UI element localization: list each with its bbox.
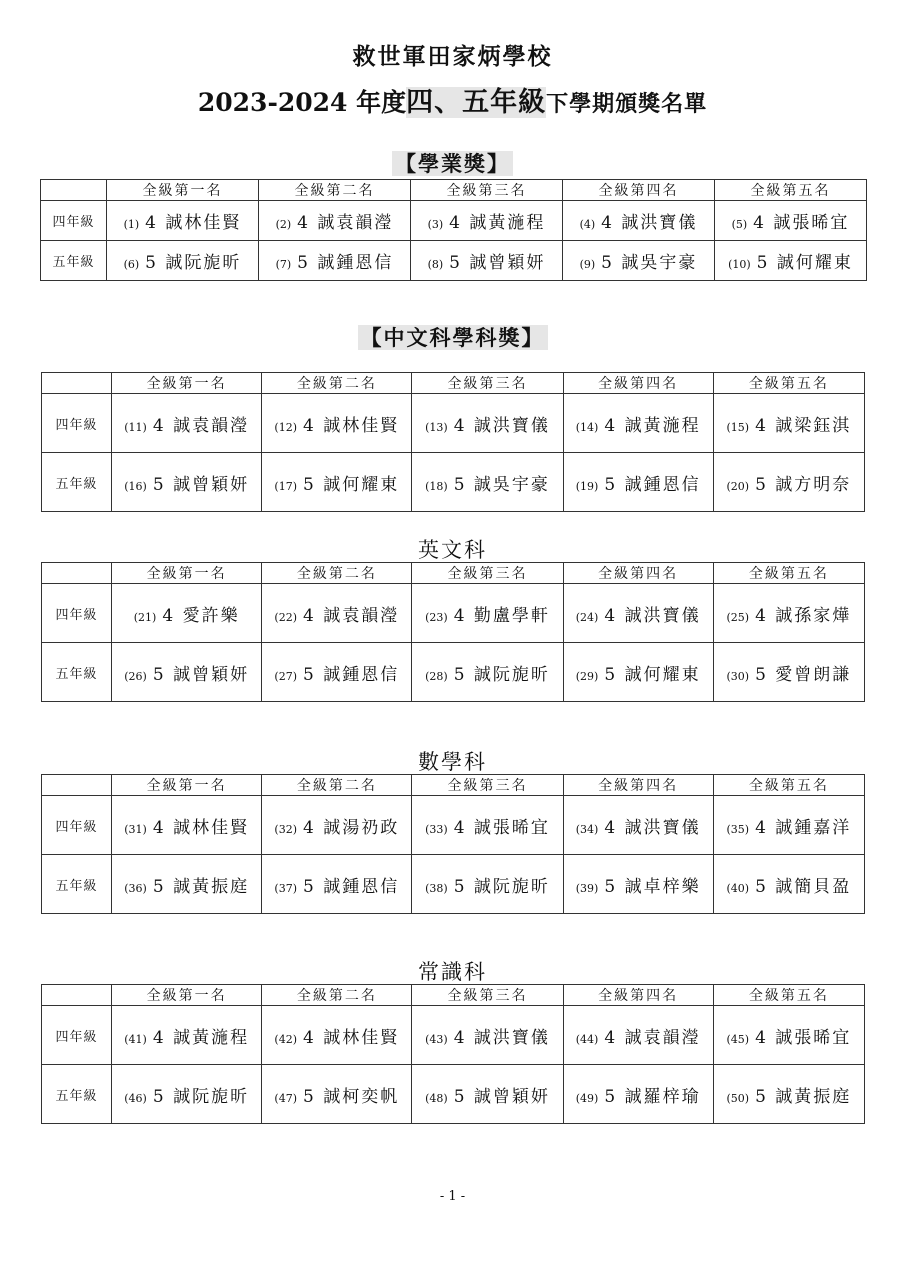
header-blank bbox=[42, 563, 112, 584]
award-number: (47) bbox=[274, 1091, 298, 1105]
award-cell bbox=[563, 453, 713, 512]
award-table-academic bbox=[40, 179, 867, 281]
student-name: 4 誠洪寶儀 bbox=[601, 213, 698, 233]
column-header: 全級第四名 bbox=[563, 563, 713, 584]
award-cell bbox=[112, 1006, 262, 1065]
header-blank bbox=[42, 775, 112, 796]
award-table-english bbox=[41, 562, 865, 702]
column-header: 全級第二名 bbox=[262, 775, 412, 796]
award-cell bbox=[713, 855, 864, 914]
column-header: 全級第五名 bbox=[715, 180, 867, 201]
award-number: (6) bbox=[123, 258, 140, 271]
student-name: 4 誠黃湤程 bbox=[449, 213, 546, 233]
award-number: (17) bbox=[274, 479, 298, 493]
award-number: (15) bbox=[726, 420, 750, 434]
award-cell bbox=[112, 584, 262, 643]
award-cell bbox=[112, 394, 262, 453]
table-row bbox=[42, 796, 865, 855]
grade-label: 五年級 bbox=[42, 855, 112, 914]
award-cell bbox=[563, 855, 713, 914]
student-name: 5 誠黃振庭 bbox=[152, 876, 250, 897]
table-header-row bbox=[41, 180, 867, 201]
student-name: 5 誠何耀東 bbox=[303, 474, 400, 495]
table-header-row bbox=[42, 563, 865, 584]
award-cell bbox=[112, 796, 262, 855]
award-number: (36) bbox=[124, 881, 147, 895]
award-number: (50) bbox=[726, 1091, 750, 1105]
award-cell bbox=[563, 201, 715, 241]
column-header: 全級第四名 bbox=[563, 775, 713, 796]
document-title bbox=[0, 80, 905, 119]
table-header-row bbox=[42, 985, 865, 1006]
award-cell bbox=[412, 643, 563, 702]
award-cell bbox=[112, 855, 262, 914]
column-header: 全級第三名 bbox=[411, 180, 563, 201]
student-name: 4 誠張晞宜 bbox=[453, 817, 550, 838]
award-cell bbox=[563, 394, 713, 453]
award-number: (41) bbox=[124, 1032, 147, 1046]
column-header: 全級第四名 bbox=[563, 180, 715, 201]
column-header: 全級第一名 bbox=[112, 775, 262, 796]
award-cell bbox=[715, 241, 867, 281]
award-number: (45) bbox=[726, 1032, 750, 1046]
student-name: 5 誠阮旎昕 bbox=[453, 876, 550, 897]
student-name: 5 誠阮旎昕 bbox=[152, 1086, 250, 1107]
award-cell bbox=[262, 584, 412, 643]
table-row bbox=[42, 394, 865, 453]
student-name: 4 誠黃湤程 bbox=[604, 415, 701, 436]
grade-label: 四年級 bbox=[42, 584, 112, 643]
student-name: 4 愛許樂 bbox=[162, 605, 240, 626]
award-number: (16) bbox=[124, 479, 147, 493]
student-name: 5 誠曾穎妍 bbox=[453, 1086, 550, 1107]
award-cell bbox=[563, 241, 715, 281]
column-header: 全級第三名 bbox=[412, 563, 563, 584]
student-name: 5 誠鍾恩信 bbox=[297, 253, 394, 273]
section-title-academic: 【學業獎】 bbox=[0, 151, 905, 177]
award-cell bbox=[262, 1065, 412, 1124]
award-cell bbox=[563, 1006, 713, 1065]
award-cell bbox=[262, 796, 412, 855]
student-name: 5 誠鍾恩信 bbox=[604, 474, 701, 495]
student-name: 4 誠林佳賢 bbox=[145, 213, 242, 233]
award-number: (38) bbox=[425, 881, 448, 895]
header-blank bbox=[41, 180, 107, 201]
student-name: 4 誠袁韻瀅 bbox=[303, 605, 400, 626]
award-cell bbox=[713, 643, 864, 702]
student-name: 5 誠曾穎妍 bbox=[152, 664, 250, 685]
school-title: 救世軍田家炳學校 bbox=[352, 43, 553, 70]
student-name: 5 誠方明奈 bbox=[755, 474, 852, 495]
column-header: 全級第一名 bbox=[107, 180, 259, 201]
table-row bbox=[41, 241, 867, 281]
award-cell bbox=[262, 855, 412, 914]
column-header: 全級第五名 bbox=[713, 373, 864, 394]
section-title-chinese: 【中文科學科獎】 bbox=[0, 325, 905, 351]
table-row bbox=[41, 201, 867, 241]
table-row bbox=[42, 1065, 865, 1124]
student-name: 4 誠袁韻瀅 bbox=[152, 415, 250, 436]
student-name: 4 誠林佳賢 bbox=[152, 817, 250, 838]
award-cell bbox=[259, 241, 411, 281]
award-number: (1) bbox=[123, 218, 140, 231]
award-number: (14) bbox=[575, 420, 599, 434]
award-number: (8) bbox=[427, 258, 444, 271]
award-cell bbox=[563, 584, 713, 643]
student-name: 5 誠黃振庭 bbox=[755, 1086, 852, 1107]
award-number: (12) bbox=[274, 420, 298, 434]
student-name: 5 誠阮旎昕 bbox=[453, 664, 550, 685]
award-cell bbox=[412, 1006, 563, 1065]
column-header: 全級第二名 bbox=[262, 563, 412, 584]
award-number: (28) bbox=[425, 669, 448, 683]
award-cell bbox=[411, 241, 563, 281]
award-number: (32) bbox=[274, 822, 298, 836]
award-number: (5) bbox=[731, 218, 748, 231]
student-name: 4 誠張晞宜 bbox=[753, 213, 850, 233]
student-name: 4 誠洪寶儀 bbox=[453, 1027, 550, 1048]
grade-label: 五年級 bbox=[42, 643, 112, 702]
award-number: (9) bbox=[579, 258, 596, 271]
student-name: 4 誠洪寶儀 bbox=[604, 605, 701, 626]
award-cell bbox=[262, 394, 412, 453]
header-blank bbox=[42, 373, 112, 394]
award-cell bbox=[112, 1065, 262, 1124]
award-cell bbox=[262, 453, 412, 512]
award-number: (25) bbox=[726, 610, 750, 624]
page-number: - 1 - bbox=[439, 1189, 466, 1204]
student-name: 4 誠張晞宜 bbox=[755, 1027, 852, 1048]
column-header: 全級第三名 bbox=[412, 985, 563, 1006]
student-name: 4 誠鍾嘉洋 bbox=[755, 817, 852, 838]
award-number: (10) bbox=[728, 258, 751, 271]
student-name: 4 誠林佳賢 bbox=[303, 415, 400, 436]
column-header: 全級第三名 bbox=[412, 373, 563, 394]
table-row bbox=[42, 855, 865, 914]
award-number: (19) bbox=[575, 479, 599, 493]
award-cell bbox=[412, 453, 563, 512]
section-title-math: 數學科 bbox=[418, 750, 487, 774]
student-name: 4 誠湯礽政 bbox=[303, 817, 400, 838]
award-cell bbox=[563, 643, 713, 702]
student-name: 5 誠何耀東 bbox=[756, 253, 853, 273]
grade-label: 四年級 bbox=[42, 1006, 112, 1065]
award-cell bbox=[262, 643, 412, 702]
award-cell bbox=[713, 453, 864, 512]
student-name: 4 誠袁韻瀅 bbox=[297, 213, 394, 233]
student-name: 4 勤盧學軒 bbox=[453, 605, 550, 626]
student-name: 5 誠吳宇豪 bbox=[601, 253, 698, 273]
grade-label: 四年級 bbox=[42, 796, 112, 855]
student-name: 4 誠孫家燁 bbox=[755, 605, 852, 626]
award-cell bbox=[412, 1065, 563, 1124]
award-number: (40) bbox=[726, 881, 750, 895]
student-name: 4 誠洪寶儀 bbox=[453, 415, 550, 436]
award-table-chinese bbox=[41, 372, 865, 512]
award-number: (4) bbox=[579, 218, 596, 231]
student-name: 5 誠卓梓樂 bbox=[604, 876, 701, 897]
title-year: 2023-2024 年度 bbox=[197, 88, 407, 117]
award-cell bbox=[563, 796, 713, 855]
table-row bbox=[42, 453, 865, 512]
student-name: 5 誠鍾恩信 bbox=[303, 876, 400, 897]
column-header: 全級第二名 bbox=[262, 985, 412, 1006]
student-name: 5 誠曾穎妍 bbox=[449, 253, 546, 273]
header-blank bbox=[42, 985, 112, 1006]
table-row bbox=[42, 584, 865, 643]
award-number: (35) bbox=[726, 822, 750, 836]
column-header: 全級第二名 bbox=[262, 373, 412, 394]
column-header: 全級第一名 bbox=[112, 373, 262, 394]
grade-label: 四年級 bbox=[42, 394, 112, 453]
student-name: 5 誠何耀東 bbox=[604, 664, 701, 685]
award-cell bbox=[713, 584, 864, 643]
student-name: 5 誠柯奕帆 bbox=[303, 1086, 400, 1107]
title-grades: 四、五年級 bbox=[406, 87, 547, 118]
title-rest: 下學期頒獎名單 bbox=[546, 91, 708, 117]
award-cell bbox=[107, 241, 259, 281]
award-number: (27) bbox=[274, 669, 298, 683]
award-cell bbox=[412, 796, 563, 855]
award-number: (23) bbox=[425, 610, 448, 624]
award-cell bbox=[412, 855, 563, 914]
award-number: (18) bbox=[425, 479, 448, 493]
column-header: 全級第四名 bbox=[563, 373, 713, 394]
award-number: (34) bbox=[575, 822, 599, 836]
table-row bbox=[42, 643, 865, 702]
award-cell bbox=[259, 201, 411, 241]
award-number: (39) bbox=[575, 881, 599, 895]
student-name: 4 誠林佳賢 bbox=[303, 1027, 400, 1048]
award-cell bbox=[412, 584, 563, 643]
award-number: (21) bbox=[133, 610, 157, 624]
student-name: 5 誠曾穎妍 bbox=[152, 474, 250, 495]
section-title-english: 英文科 bbox=[418, 538, 487, 562]
column-header: 全級第二名 bbox=[259, 180, 411, 201]
grade-label: 五年級 bbox=[41, 241, 107, 281]
column-header: 全級第一名 bbox=[112, 985, 262, 1006]
award-number: (31) bbox=[124, 822, 147, 836]
column-header: 全級第一名 bbox=[112, 563, 262, 584]
column-header: 全級第三名 bbox=[412, 775, 563, 796]
award-number: (44) bbox=[575, 1032, 599, 1046]
student-name: 5 誠羅梓瑜 bbox=[604, 1086, 701, 1107]
student-name: 5 誠簡貝盈 bbox=[755, 876, 852, 897]
award-cell bbox=[112, 453, 262, 512]
award-number: (22) bbox=[274, 610, 298, 624]
award-number: (37) bbox=[274, 881, 298, 895]
table-header-row bbox=[42, 373, 865, 394]
award-cell bbox=[713, 394, 864, 453]
award-cell bbox=[107, 201, 259, 241]
award-number: (20) bbox=[726, 479, 750, 493]
section-title-general-studies: 常識科 bbox=[418, 960, 487, 984]
table-row bbox=[42, 1006, 865, 1065]
award-number: (11) bbox=[124, 420, 147, 434]
award-cell bbox=[713, 1006, 864, 1065]
student-name: 5 誠吳宇豪 bbox=[453, 474, 550, 495]
award-cell bbox=[713, 796, 864, 855]
column-header: 全級第五名 bbox=[713, 775, 864, 796]
grade-label: 四年級 bbox=[41, 201, 107, 241]
column-header: 全級第四名 bbox=[563, 985, 713, 1006]
award-number: (48) bbox=[425, 1091, 448, 1105]
student-name: 4 誠黃湤程 bbox=[152, 1027, 250, 1048]
award-number: (24) bbox=[575, 610, 599, 624]
award-table-general-studies bbox=[41, 984, 865, 1124]
student-name: 5 誠阮旎昕 bbox=[145, 253, 242, 273]
grade-label: 五年級 bbox=[42, 1065, 112, 1124]
award-cell bbox=[411, 201, 563, 241]
student-name: 4 誠袁韻瀅 bbox=[604, 1027, 701, 1048]
award-number: (7) bbox=[275, 258, 292, 271]
award-cell bbox=[563, 1065, 713, 1124]
award-cell bbox=[112, 643, 262, 702]
award-number: (13) bbox=[425, 420, 448, 434]
student-name: 5 誠鍾恩信 bbox=[303, 664, 400, 685]
student-name: 4 誠梁鈺淇 bbox=[755, 415, 852, 436]
award-number: (3) bbox=[427, 218, 444, 231]
table-header-row bbox=[42, 775, 865, 796]
award-table-math bbox=[41, 774, 865, 914]
award-cell bbox=[412, 394, 563, 453]
award-cell bbox=[713, 1065, 864, 1124]
student-name: 4 誠洪寶儀 bbox=[604, 817, 701, 838]
column-header: 全級第五名 bbox=[713, 985, 864, 1006]
award-number: (2) bbox=[275, 218, 292, 231]
award-number: (43) bbox=[425, 1032, 448, 1046]
column-header: 全級第五名 bbox=[713, 563, 864, 584]
student-name: 5 愛曾朗謙 bbox=[755, 664, 852, 685]
award-number: (29) bbox=[575, 669, 599, 683]
award-number: (46) bbox=[124, 1091, 147, 1105]
grade-label: 五年級 bbox=[42, 453, 112, 512]
award-number: (26) bbox=[124, 669, 147, 683]
award-number: (33) bbox=[425, 822, 448, 836]
award-cell bbox=[715, 201, 867, 241]
award-number: (49) bbox=[575, 1091, 599, 1105]
award-number: (42) bbox=[274, 1032, 298, 1046]
award-number: (30) bbox=[726, 669, 750, 683]
award-cell bbox=[262, 1006, 412, 1065]
